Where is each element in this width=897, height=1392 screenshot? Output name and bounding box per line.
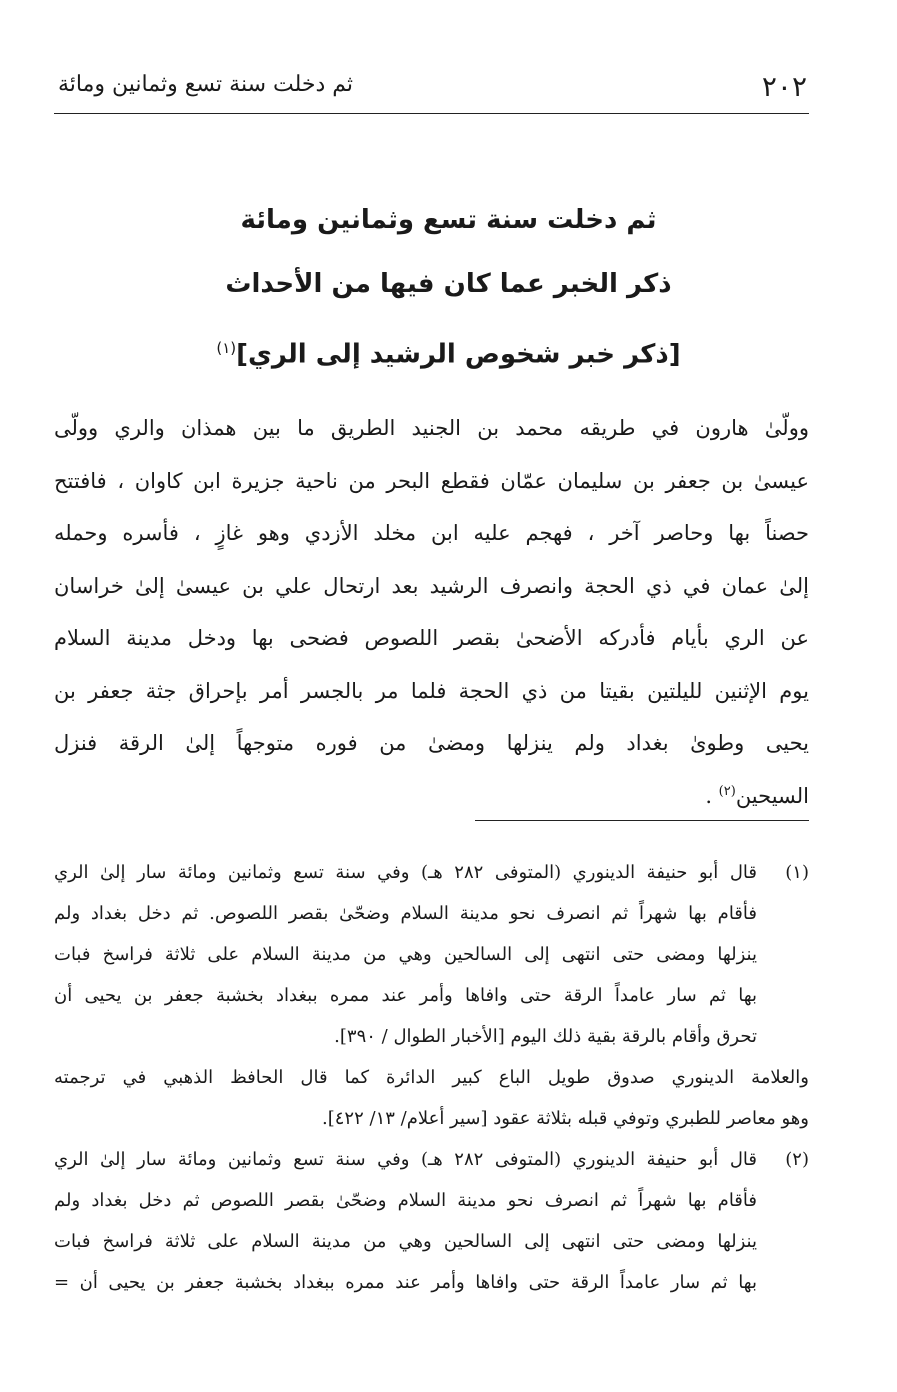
header-divider [54,113,809,114]
footnote-line: ينزلها ومضى حتى انتهى إلى السالحين وهي من مدينة السلام على ثلاثة فراسخ فبات [54,1231,757,1252]
subsection-heading-text: [ذكر خبر شخوص الرشيد إلى الري] [236,339,681,370]
footnote-line: بها ثم سار عامداً الرقة حتى وافاها وأمر عند ممره ببغداد بخشبة جعفر بن يحيى أن = [54,1272,757,1293]
year-heading: ثم دخلت سنة تسع وثمانين ومائة [240,205,657,235]
footnote-line: والعلامة الدينوري صدوق طويل الباع كبير الدائرة كما قال الحافظ الذهبي في ترجمته [54,1067,809,1088]
footnotes [54,852,809,1303]
running-header [58,66,807,112]
footnote-line: ينزلها ومضى حتى انتهى إلى السالحين وهي من مدينة السلام على ثلاثة فراسخ فبات [54,944,757,965]
body-line: حصناً بها وحاصر آخر ، فهجم عليه ابن مخلد الأزدي وهو غازٍ ، فأسره وحمله [54,521,809,545]
footnote-line: تحرق وأقام بالرقة بقية ذلك اليوم [الأخبار الطوال / ٣٩٠]. [334,1026,757,1047]
footnote-marker: (٢) [785,1149,809,1170]
footnote-1 [54,852,809,1139]
footnote-line: بها ثم سار عامداً الرقة حتى وافاها وأمر عند ممره ببغداد بخشبة جعفر بن يحيى أن [54,985,757,1006]
body-line-last [54,770,809,823]
body-line: يحيى وطوىٰ بغداد ولم ينزلها ومضىٰ من فوره متوجهاً إلىٰ الرقة فنزل [54,731,809,755]
footnote-2 [54,1139,809,1303]
body-line: إلىٰ عمان في ذي الحجة وانصرف الرشيد بعد ارتحال علي بن عيسىٰ إلىٰ خراسان [54,573,809,598]
events-heading: ذكر الخبر عما كان فيها من الأحداث [225,269,672,299]
section-headings [120,188,777,387]
body-line: عن الري بأيام فأدركه الأضحىٰ بقصر اللصوص فضحى بها ودخل مدينة السلام [54,626,809,650]
body-line: عيسىٰ بن جعفر بن سليمان عمّان فقطع البحر من ناحية جزيرة ابن كاوان ، فافتتح [54,468,809,493]
footnote-line: وهو معاصر للطبري وتوفي قبله بثلاثة عقود [سير أعلام/ ١٣/ ٤٢٢]. [322,1108,809,1129]
footnote-line: فأقام بها شهراً ثم انصرف نحو مدينة السلام وضحّىٰ بقصر اللصوص ثم دخل بغداد ولم [54,1190,757,1211]
footnote-marker: (١) [785,862,809,883]
footnote-line: قال أبو حنيفة الدينوري (المتوفى ٢٨٢ هـ) وفي سنة تسع وثمانين ومائة سار إلىٰ الري [54,1149,757,1170]
body-paragraph [54,402,809,822]
running-title: ثم دخلت سنة تسع وثمانين ومائة [58,72,354,97]
footnote-reference: (١) [216,339,237,357]
body-line: وولّىٰ هارون في طريقه محمد بن الجنيد الطريق ما بين همذان والري وولّى [54,416,809,440]
body-line: يوم الإثنين لليلتين بقيتا من ذي الحجة فلما مر بالجسر أمر بإحراق جثة جعفر بن [54,678,809,703]
footnote-divider [475,820,809,821]
page-number: ٢٠٢ [761,70,807,103]
footnote-line: فأقام بها شهراً ثم انصرف نحو مدينة السلام وضحّىٰ بقصر اللصوص. ثم دخل بغداد ولم [54,903,757,924]
subsection-heading [120,316,777,387]
body-last-word: السيحين [735,783,809,808]
body-end-mark: . [705,783,719,808]
footnote-line: قال أبو حنيفة الدينوري (المتوفى ٢٨٢ هـ) وفي سنة تسع وثمانين ومائة سار إلىٰ الري [54,862,757,883]
footnote-reference: (٢) [718,783,736,799]
